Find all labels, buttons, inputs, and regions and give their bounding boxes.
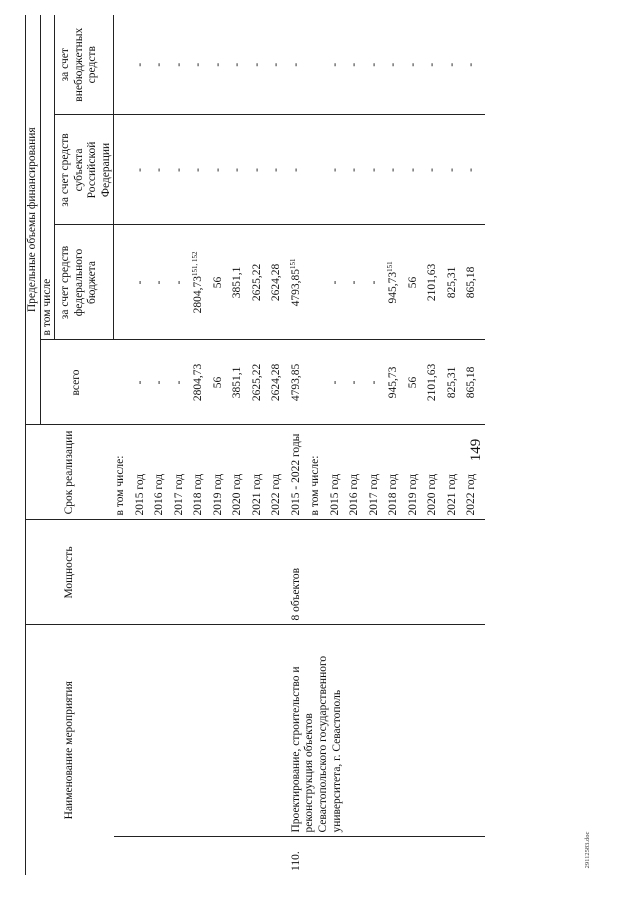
federal-cell-value: 945,73 [387,271,400,304]
term-cell-value: 2015 - 2022 годы [289,433,302,516]
federal-cell [426,225,446,340]
extra-cell [173,15,193,115]
total-cell [309,340,329,425]
region-cell [231,115,251,225]
extra-cell-value: - [465,62,478,67]
item-name: Проектирование, строительство и реконструкция объектов Севастопольского государственного университета, г. Севастополь [290,625,485,837]
federal-cell [290,225,310,340]
region-cell-value: - [270,168,283,172]
region-cell-value: - [289,168,302,172]
total-cell [465,340,485,425]
header-region: за счет средств субъекта Российской Федерации [55,115,114,225]
federal-cell [407,225,427,340]
region-cell [153,115,173,225]
financing-table [25,15,485,875]
term-cell-value: 2016 год [153,473,166,516]
term-cell-value: 2015 год [133,473,146,516]
region-cell [270,115,290,225]
term-cell [329,425,349,520]
extra-cell-value: - [348,62,361,67]
term-cell [290,425,310,520]
total-cell [290,340,310,425]
term-cell [465,425,485,520]
total-cell [192,340,212,425]
total-cell-value: - [348,380,361,385]
federal-cell-value: 3851,1 [231,266,244,299]
federal-cell-value: - [328,280,341,285]
extra-cell-value: - [426,62,439,67]
extra-cell-value: - [192,62,205,67]
table-row [290,15,310,875]
federal-cell [387,225,407,340]
federal-cell-value: 56 [211,276,224,289]
item-number [114,837,290,875]
region-cell [212,115,232,225]
total-cell-value: 945,73 [387,366,400,399]
term-cell [426,425,446,520]
region-cell [329,115,349,225]
federal-cell [173,225,193,340]
region-cell-value: - [445,168,458,172]
document-code: 29112583.doc [584,831,591,869]
extra-cell [387,15,407,115]
federal-cell [329,225,349,340]
federal-cell-value: - [133,280,146,285]
federal-cell-value: 865,18 [465,266,478,299]
header-federal: за счет средств федерального бюджета [55,225,114,340]
header-total: всего [40,340,114,425]
table-row [114,15,134,875]
region-cell [465,115,485,225]
region-cell [426,115,446,225]
federal-cell-value: - [153,280,166,285]
total-cell-value: 2624,28 [270,363,283,402]
total-cell [231,340,251,425]
term-cell-value: 2022 год [270,473,283,516]
term-cell [348,425,368,520]
total-cell-value: 2625,22 [250,363,263,402]
region-cell-value: - [406,168,419,172]
federal-cell-value: - [367,280,380,285]
total-cell-value: 865,18 [465,366,478,399]
total-cell [270,340,290,425]
term-cell-value: 2017 год [172,473,185,516]
header-term: Срок реализации [26,425,114,520]
header-power: Мощность [26,520,114,625]
term-cell-value: 2019 год [406,473,419,516]
federal-cell [192,225,212,340]
region-cell [290,115,310,225]
total-cell [368,340,388,425]
term-cell-value: в том числе: [113,455,126,516]
federal-cell [368,225,388,340]
term-cell [446,425,466,520]
federal-cell-value: - [172,280,185,285]
total-cell-value: 2101,63 [426,363,439,402]
region-cell [114,115,134,225]
region-cell [387,115,407,225]
footnote-ref: 151 [288,258,297,270]
page-number: 149 [468,438,484,462]
footnote-ref: 151, 152 [191,251,200,277]
total-cell [212,340,232,425]
total-cell-value: - [328,380,341,385]
extra-cell-value: - [133,62,146,67]
region-cell [134,115,154,225]
term-cell [153,425,173,520]
total-cell-value: - [367,380,380,385]
extra-cell [192,15,212,115]
region-cell-value: - [387,168,400,172]
total-cell-value: 2804,73 [192,363,205,402]
extra-cell-value: - [153,62,166,67]
region-cell-value: - [250,168,263,172]
region-cell [348,115,368,225]
term-cell-value: 2021 год [250,473,263,516]
federal-cell [212,225,232,340]
item-power [114,520,290,625]
extra-cell [212,15,232,115]
term-cell [231,425,251,520]
extra-cell [231,15,251,115]
total-cell [134,340,154,425]
term-cell [407,425,427,520]
federal-cell [134,225,154,340]
item-power: 8 объектов [290,520,485,625]
extra-cell [426,15,446,115]
rotated-table-container [25,15,585,875]
term-cell [368,425,388,520]
federal-cell-value: 4793,85 [289,269,302,307]
term-cell-value: в том числе: [309,455,322,516]
total-cell-value: - [153,380,166,385]
extra-cell-value: - [211,62,224,67]
term-cell [251,425,271,520]
federal-cell-value: 2625,22 [250,263,263,302]
total-cell [426,340,446,425]
table-body [114,15,485,875]
extra-cell [114,15,134,115]
extra-cell [348,15,368,115]
total-cell [348,340,368,425]
term-cell [212,425,232,520]
total-cell [251,340,271,425]
term-cell-value: 2020 год [231,473,244,516]
term-cell-value: 2015 год [328,473,341,516]
total-cell [114,340,134,425]
total-cell-value: 56 [211,376,224,389]
item-name [114,625,290,837]
extra-cell [446,15,466,115]
extra-cell-value: - [172,62,185,67]
region-cell-value: - [153,168,166,172]
region-cell [407,115,427,225]
term-cell-value: 2016 год [348,473,361,516]
region-cell [446,115,466,225]
region-cell [192,115,212,225]
region-cell-value: - [231,168,244,172]
term-cell [387,425,407,520]
term-cell-value: 2022 год [465,473,478,516]
region-cell [173,115,193,225]
term-cell [192,425,212,520]
term-cell [134,425,154,520]
extra-cell [368,15,388,115]
extra-cell-value: - [445,62,458,67]
region-cell-value: - [172,168,185,172]
extra-cell-value: - [231,62,244,67]
term-cell [309,425,329,520]
federal-cell-value: 56 [406,276,419,289]
extra-cell-value: - [387,62,400,67]
header-extra: за счет внебюджетных средств [55,15,114,115]
extra-cell-value: - [328,62,341,67]
federal-cell [114,225,134,340]
extra-cell [329,15,349,115]
extra-cell [290,15,310,115]
total-cell-value: 4793,85 [289,363,302,402]
term-cell-value: 2021 год [445,473,458,516]
extra-cell [407,15,427,115]
term-cell [270,425,290,520]
federal-cell [251,225,271,340]
federal-cell [465,225,485,340]
total-cell-value: 825,31 [445,366,458,399]
federal-cell-value: 2101,63 [426,263,439,302]
term-cell-value: 2019 год [211,473,224,516]
extra-cell-value: - [250,62,263,67]
extra-cell [153,15,173,115]
extra-cell [251,15,271,115]
term-cell [173,425,193,520]
federal-cell [153,225,173,340]
region-cell-value: - [426,168,439,172]
region-cell [251,115,271,225]
federal-cell [309,225,329,340]
term-cell [114,425,134,520]
federal-cell-value: 2624,28 [270,263,283,302]
total-cell [329,340,349,425]
extra-cell [270,15,290,115]
region-cell-value: - [348,168,361,172]
federal-cell [348,225,368,340]
footnote-ref: 151 [386,261,395,272]
total-cell-value: 56 [406,376,419,389]
header-limits: Предельные объемы финансирования [26,15,41,425]
region-cell-value: - [192,168,205,172]
extra-cell-value: - [367,62,380,67]
extra-cell [134,15,154,115]
total-cell-value: - [172,380,185,385]
total-cell [173,340,193,425]
region-cell-value: - [133,168,146,172]
total-cell [446,340,466,425]
extra-cell-value: - [406,62,419,67]
term-cell-value: 2017 год [367,473,380,516]
total-cell-value: 3851,1 [231,366,244,399]
total-cell-value: - [133,380,146,385]
region-cell [368,115,388,225]
extra-cell-value: - [289,62,302,67]
region-cell-value: - [328,168,341,172]
federal-cell-value: - [348,280,361,285]
federal-cell [446,225,466,340]
total-cell [153,340,173,425]
region-cell-value: - [367,168,380,172]
extra-cell-value: - [270,62,283,67]
term-cell-value: 2020 год [426,473,439,516]
header-incl: в том числе [40,15,55,340]
region-cell-value: - [211,168,224,172]
term-cell-value: 2018 год [387,473,400,516]
extra-cell [309,15,329,115]
region-cell [309,115,329,225]
federal-cell [231,225,251,340]
item-number: 110. [289,851,302,871]
total-cell [387,340,407,425]
extra-cell [465,15,485,115]
federal-cell-value: 2804,73 [192,276,205,314]
header-name: Наименование мероприятия [26,625,114,875]
federal-cell-value: 825,31 [445,266,458,299]
region-cell-value: - [465,168,478,172]
term-cell-value: 2018 год [192,473,205,516]
total-cell [407,340,427,425]
federal-cell [270,225,290,340]
